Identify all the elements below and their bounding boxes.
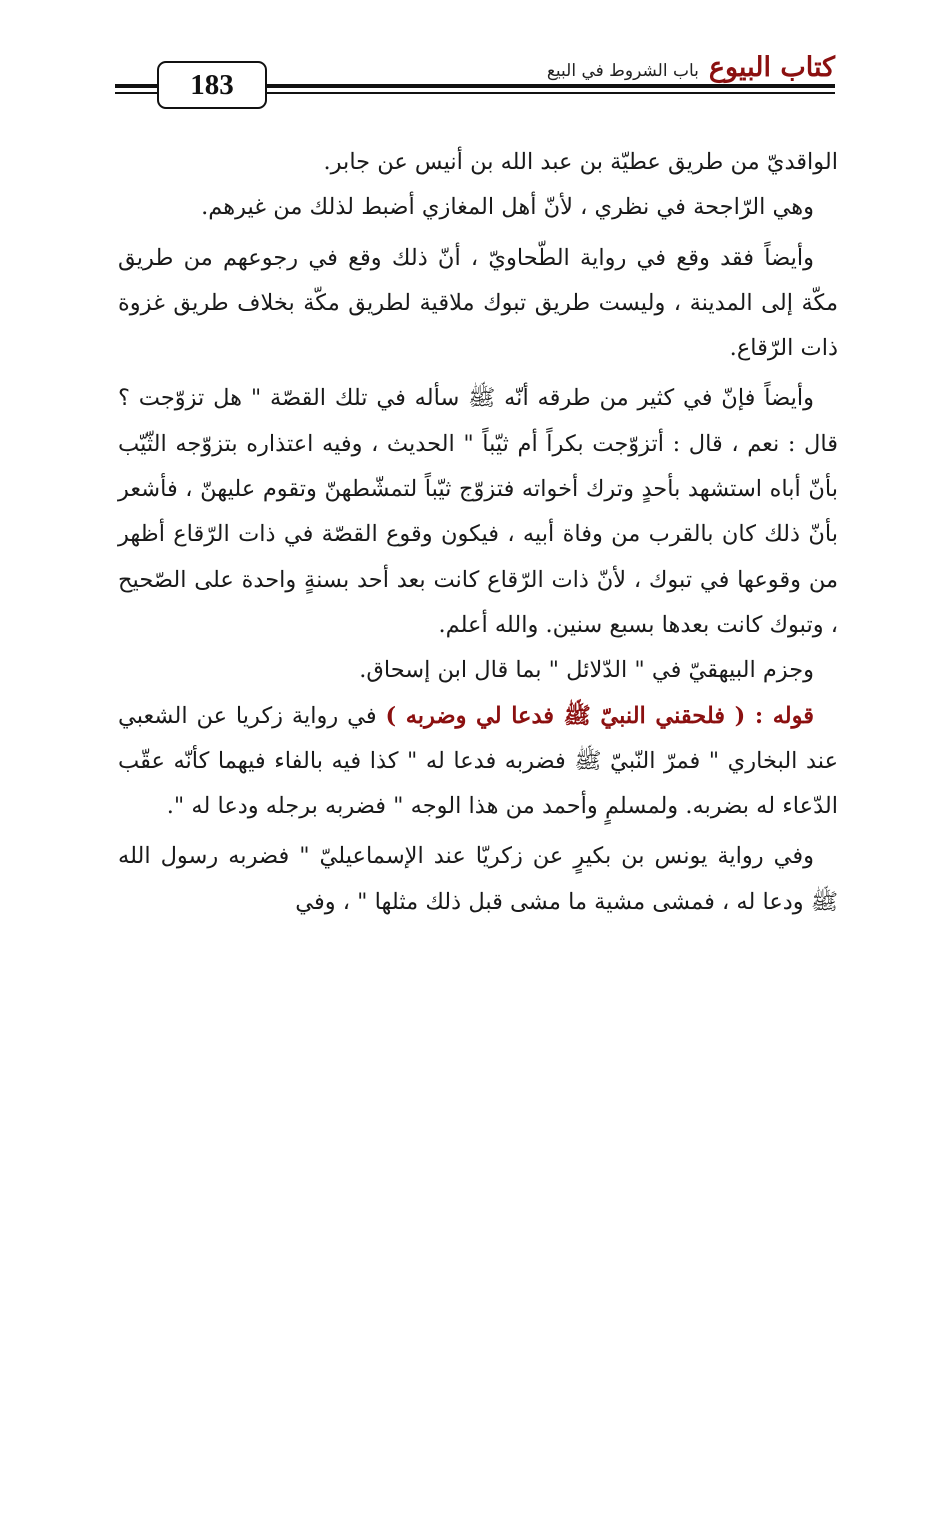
paragraph-3 (118, 236, 838, 372)
paragraph-5 (118, 648, 838, 693)
paragraph-6 (118, 694, 838, 830)
hadith-lemma: قوله : ( فلحقني النبيّ ﷺ فدعا لي وضربه ) (385, 702, 814, 729)
paragraph-text: وفي رواية يونس بن بكيرٍ عن زكريّا عند الإسماعيليّ " فضربه رسول الله ﷺ ودعا له ، فمشى مشية ما مشى قبل ذلك مثلها " ، وفي (118, 843, 838, 915)
paragraph-text: وجزم البيهقيّ في " الدّلائل " بما قال ابن إسحاق. (359, 657, 814, 684)
chapter-title: باب الشروط في البيع (546, 61, 699, 81)
paragraph-text: وأيضاً فإنّ في كثير من طرقه أنّه ﷺ سأله في تلك القصّة " هل تزوّجت ؟ قال : نعم ، قال : أتزوّجت بكراً أم ثيّباً " الحديث ، وفيه اعتذاره بتزوّجه الثّيّب بأنّ أباه استشهد بأحدٍ وترك أخواته فتزوّج ثيّباً لتمشّطهنّ وتقوم عليهنّ ، فأشعر بأنّ ذلك كان بالقرب من وفاة أبيه ، فيكون وقوع القصّة في ذات الرّقاع أظهر من وقوعها في تبوك ، لأنّ ذات الرّقاع كانت بعد أحد بسنةٍ واحدة على الصّحيح ، وتبوك كانت بعدها بسبع سنين. والله أعلم. (118, 385, 838, 638)
paragraph-text: في رواية زكريا عن الشعبي عند البخاري " فمرّ النّبيّ ﷺ فضربه فدعا له " كذا فيه بالفاء فيهما كأنّه عقّب الدّعاء له بضربه. ولمسلمٍ وأحمد من هذا الوجه " فضربه برجله ودعا له ". (118, 702, 838, 820)
paragraph-2 (118, 185, 838, 230)
page-number: 183 (157, 61, 267, 109)
page-header (115, 52, 835, 112)
running-head (547, 52, 835, 84)
paragraph-4 (118, 376, 838, 648)
paragraph-1 (118, 140, 838, 185)
paragraph-text: الواقديّ من طريق عطيّة بن عبد الله بن أنيس عن جابر. (323, 149, 838, 175)
paragraph-text: وأيضاً فقد وقع في رواية الطّحاويّ ، أنّ ذلك وقع في رجوعهم من طريق مكّة إلى المدينة ، وليست طريق تبوك ملاقية لطريق مكّة بخلاف طريق غزوة ذات الرّقاع. (118, 244, 838, 362)
paragraph-text: وهي الرّاجحة في نظري ، لأنّ أهل المغازي أضبط لذلك من غيرهم. (201, 194, 814, 221)
page-body (118, 140, 838, 925)
book-title: كتاب البيوع (708, 52, 835, 83)
paragraph-7 (118, 834, 838, 925)
